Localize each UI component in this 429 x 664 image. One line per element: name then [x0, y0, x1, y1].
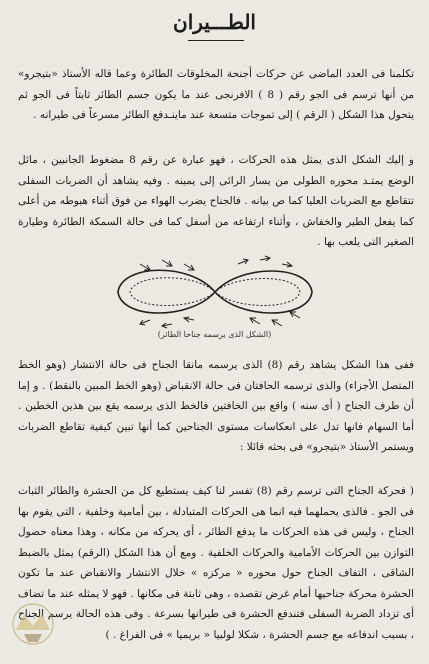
page-title: الطـــيران [173, 10, 256, 34]
wing-path-figure [110, 254, 320, 332]
paragraph-2: و إليك الشكل الذى يمثل هذه الحركات ، فهو عبارة عن رقم 8 مضغوط الجانبين ، مائل الوضع يمتـد محوره الطولى من يسار الرائى إلى يمينه . وفيه يشاهد أن الضربات السفلى تتقاطع مع الضربات العليا كما ص بيانه . فالجناح يضرب الهواء من فوق أثناء هبوطه من أعلى كما يفعل الطير والخفاش ، وأثناء ارتفاعه من أسفل كما فى حالة السمكة الطائرة وطيارة الصغير التى يلعب بها . [18, 154, 415, 248]
paragraph-1: تكلمنا فى العدد الماضى عن حركات أجنحة المخلوقات الطائرة وعما قاله الأستاذ «بتيجرو» من أنها ترسم فى الجو رقم ( 8 ) الافرنجى عند ما يكون جسم الطائر ثابتاً فى الجو ثم يتحول هذا الشكل ( الرقم ) إلى تموجات متسعة عند ماينـدفع الطائر مسرعاً فى طيرانه . [18, 68, 415, 121]
paragraph-3: ففى هذا الشكل يشاهد رقم (8) الذى يرسمه مانقا الجناح فى حالة الانتشار (وهو الخط المتصل الأجزاء) والذى ترسمه الحافتان فى حالة الانقباض (وهو الخط المبين بالنقط) . و إما أن طرف الجناح ( أى سنه ) واقع بين الخافتين فالخط الذى يرسمه يقع بين هذين الخطين . أما السهام فانها تدل على انعكاسات مستوى الجناحين كما أنها تبين كيفية تقاطع الضربات ويستمر الأستاذ «بتيجرو» فى بحثه قائلا : [18, 359, 415, 453]
paragraph-4: ( فحركة الجناح التى ترسم رقم (8) تفسر لنا كيف يستطيع كل من الحشرة والطائر الثبات فى الجو . فالذى يحملهما فيه انما هى الحركات المتبادلة ، بين أمامية وخلفية ، التى يقوم بها الجناح ، وليس فى هذه الحركات ما يدفع الطائر ، أى يحركه من مكانه ، وهذا معناه حصول التوازن بين الحركات الأمامية والحركات الخلفية . ومع أن هذا الشكل (الرقم) يمثل بالضبط الشاقى ، التفاف الجناح حول محوره « مركزه » خلال الانتشار والانقباض عند ما تكون الحشرة محركة جناحيها أمام غرض تقصده ، وهى ثابتة فى مكانها . فهو لا يمثله عند ما تضاف أى تزداد الضربة السفلى فتندفع الحشرة فى طيرانها بسرعة . وفى هذه الحالة يرسم الجناح ، بسبب اندفاعه مع جسم الحشرة ، شكلا لولبيا « بريميا » فى الفراغ . ) [18, 485, 415, 641]
watermark-emblem-icon [2, 600, 64, 662]
figure-caption: (الشكل الذى يرسمه جناحا الطائر) [157, 330, 272, 339]
title-underline [188, 40, 244, 41]
figure-eight-wing-path-icon [110, 254, 320, 332]
